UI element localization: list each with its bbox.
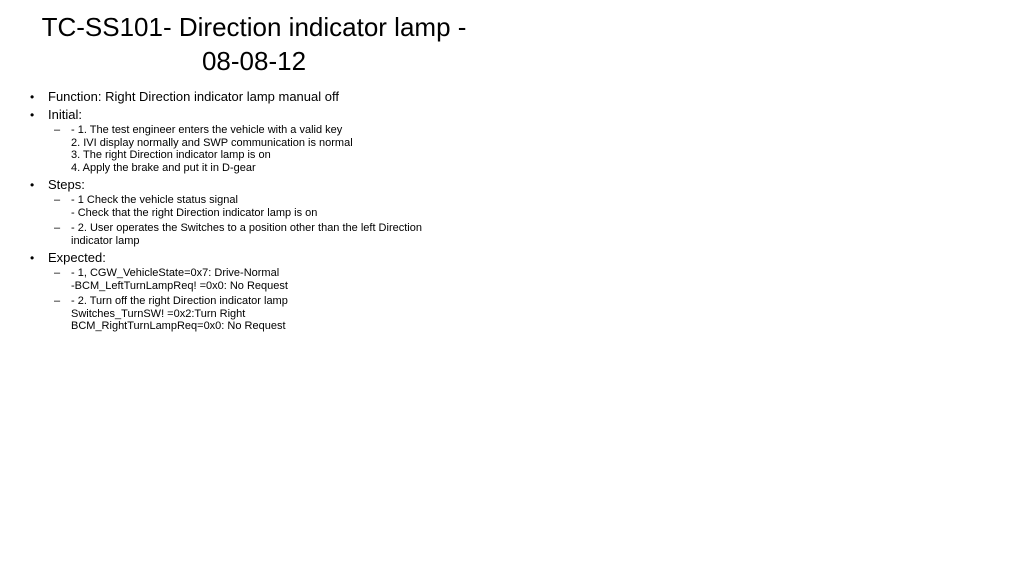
- bullet-dot-icon: •: [30, 251, 35, 265]
- steps-item-2-line-1: - 2. User operates the Switches to a position other than the left Direction: [71, 222, 422, 234]
- bullet-function: [30, 89, 630, 105]
- slide-title: [24, 10, 484, 78]
- slide-title-line-1: TC-SS101- Direction indicator lamp -: [41, 12, 467, 42]
- dash-icon: –: [54, 267, 61, 279]
- slide-title-line-2: 08-08-12: [201, 46, 307, 76]
- expected-label: Expected:: [48, 250, 106, 265]
- initial-item-1: [48, 124, 630, 174]
- dash-icon: –: [54, 124, 61, 136]
- expected-item-2-line-3: BCM_RightTurnLampReq=0x0: No Request: [71, 320, 286, 332]
- steps-item-2: [48, 222, 630, 247]
- dash-icon: –: [54, 222, 61, 234]
- steps-item-1: [48, 194, 630, 219]
- initial-item-1-line-1: - 1. The test engineer enters the vehicle with a valid key: [71, 124, 343, 136]
- initial-sublist: [48, 124, 630, 174]
- expected-item-1-line-1: - 1, CGW_VehicleState=0x7: Drive-Normal: [71, 267, 280, 279]
- steps-item-2-line-2: indicator lamp: [71, 234, 140, 247]
- bullet-dot-icon: •: [30, 178, 35, 192]
- steps-item-1-line-1: - 1 Check the vehicle status signal: [71, 194, 238, 206]
- expected-item-1-line-2: -BCM_LeftTurnLampReq! =0x0: No Request: [71, 279, 288, 292]
- expected-item-2-line-2: Switches_TurnSW! =0x2:Turn Right: [71, 307, 246, 320]
- bullet-list: [30, 89, 630, 333]
- dash-icon: –: [54, 194, 61, 206]
- function-text: Function: Right Direction indicator lamp manual off: [48, 89, 339, 104]
- bullet-dot-icon: •: [30, 90, 35, 104]
- expected-item-1: [48, 267, 630, 292]
- bullet-expected: [30, 250, 630, 333]
- expected-item-2: [48, 295, 630, 333]
- expected-sublist: [48, 267, 630, 333]
- bullet-dot-icon: •: [30, 108, 35, 122]
- bullet-initial: [30, 107, 630, 174]
- steps-label: Steps:: [48, 177, 85, 192]
- slide-body: [30, 89, 630, 336]
- expected-item-2-line-1: - 2. Turn off the right Direction indicator lamp: [71, 295, 288, 307]
- dash-icon: –: [54, 295, 61, 307]
- initial-item-1-line-2: 2. IVI display normally and SWP communication is normal: [71, 136, 353, 149]
- initial-item-1-line-4: 4. Apply the brake and put it in D-gear: [71, 161, 256, 174]
- steps-sublist: [48, 194, 630, 247]
- steps-item-1-line-2: - Check that the right Direction indicator lamp is on: [71, 206, 318, 219]
- initial-item-1-line-3: 3. The right Direction indicator lamp is on: [71, 149, 271, 161]
- bullet-steps: [30, 177, 630, 247]
- initial-label: Initial:: [48, 107, 82, 122]
